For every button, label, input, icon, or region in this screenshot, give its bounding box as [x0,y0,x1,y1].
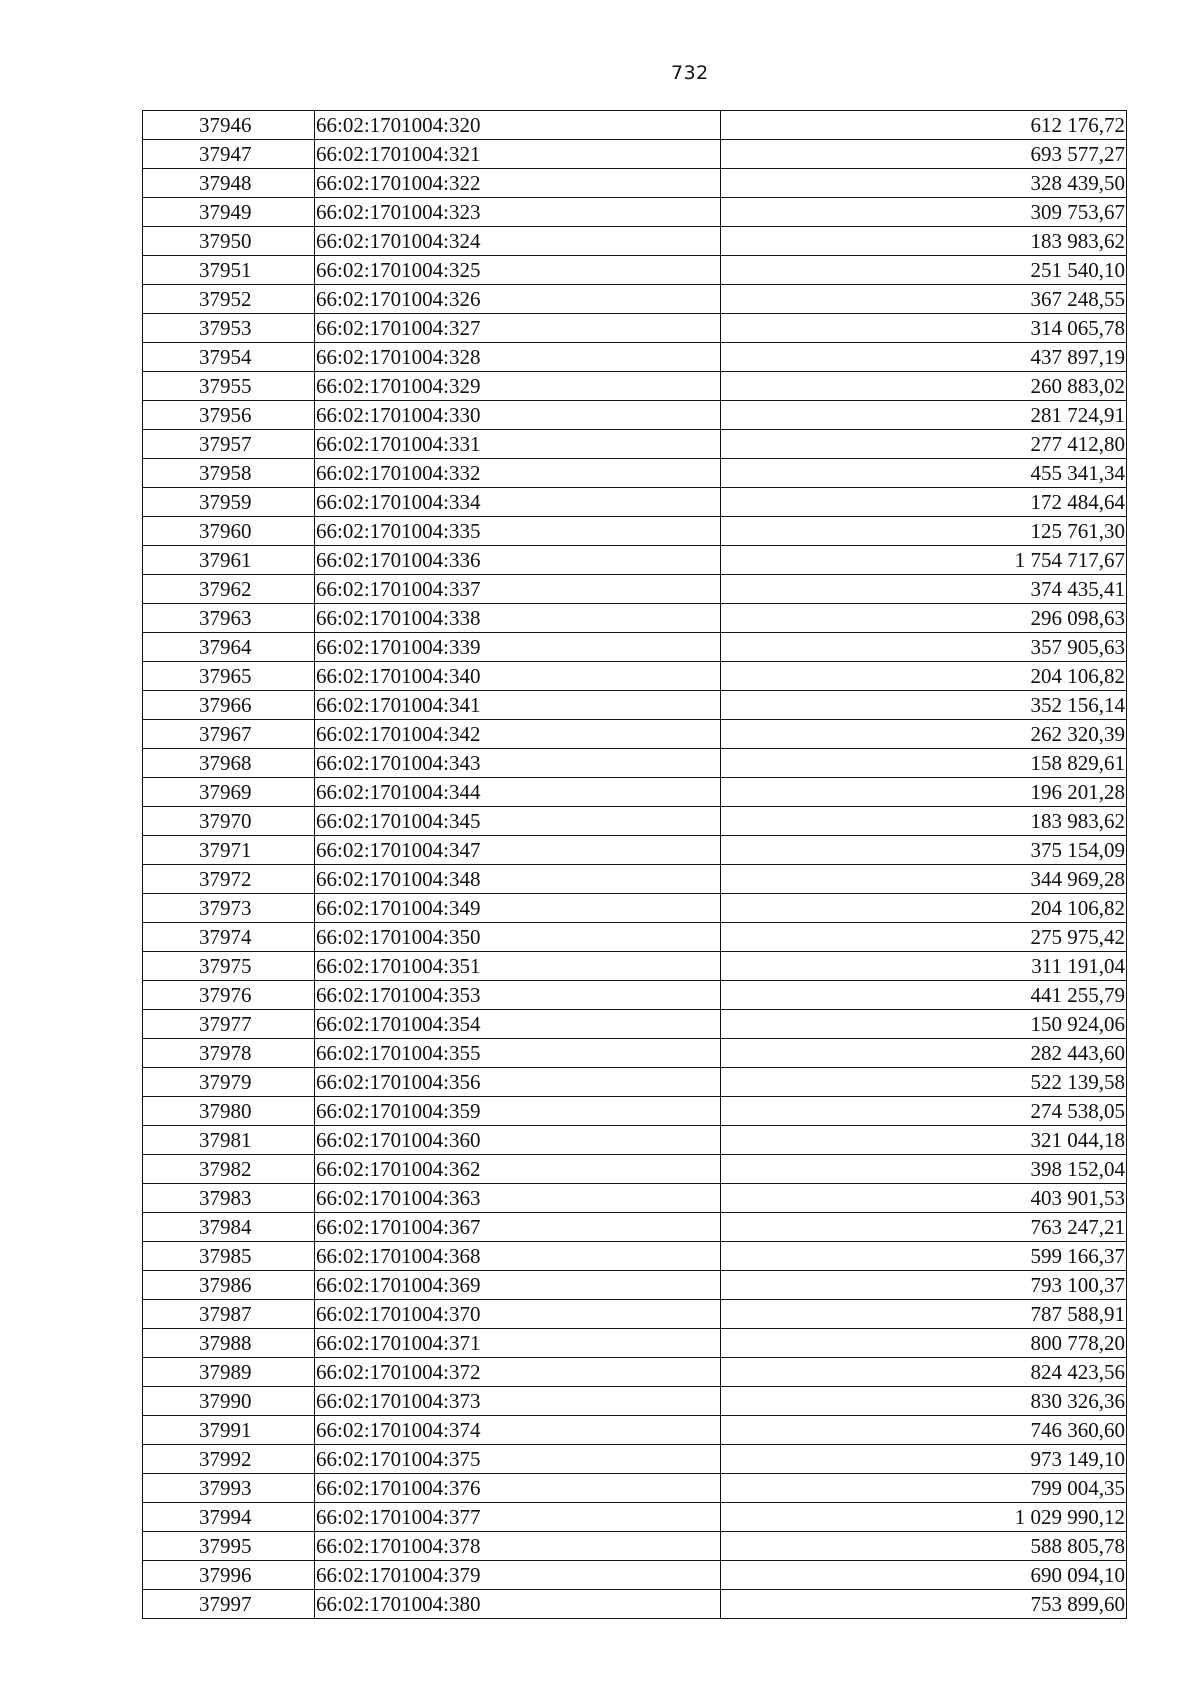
row-number-cell: 37983 [143,1184,315,1213]
row-number-cell: 37996 [143,1561,315,1590]
row-number-cell: 37950 [143,227,315,256]
cadastral-number-cell: 66:02:1701004:344 [315,778,721,807]
cadastral-number-cell: 66:02:1701004:340 [315,662,721,691]
cadastral-number-cell: 66:02:1701004:376 [315,1474,721,1503]
row-number-cell: 37992 [143,1445,315,1474]
cadastral-number-cell: 66:02:1701004:321 [315,140,721,169]
cadastral-number-cell: 66:02:1701004:351 [315,952,721,981]
table-row [143,1213,1127,1242]
table-row [143,1010,1127,1039]
cadastral-number-cell: 66:02:1701004:341 [315,691,721,720]
table-row [143,1503,1127,1532]
table-row [143,604,1127,633]
table-row [143,343,1127,372]
cadastral-value-cell: 183 983,62 [721,807,1127,836]
cadastral-number-cell: 66:02:1701004:375 [315,1445,721,1474]
cadastral-value-cell: 277 412,80 [721,430,1127,459]
cadastral-value-cell: 973 149,10 [721,1445,1127,1474]
cadastral-number-cell: 66:02:1701004:377 [315,1503,721,1532]
cadastral-number-cell: 66:02:1701004:342 [315,720,721,749]
table-row [143,981,1127,1010]
cadastral-value-cell: 793 100,37 [721,1271,1127,1300]
cadastral-number-cell: 66:02:1701004:337 [315,575,721,604]
cadastral-number-cell: 66:02:1701004:362 [315,1155,721,1184]
table-row [143,372,1127,401]
table-row [143,1358,1127,1387]
table-row [143,1097,1127,1126]
cadastral-number-cell: 66:02:1701004:363 [315,1184,721,1213]
cadastral-number-cell: 66:02:1701004:330 [315,401,721,430]
cadastral-value-cell: 824 423,56 [721,1358,1127,1387]
row-number-cell: 37995 [143,1532,315,1561]
cadastral-number-cell: 66:02:1701004:380 [315,1590,721,1619]
cadastral-number-cell: 66:02:1701004:334 [315,488,721,517]
row-number-cell: 37986 [143,1271,315,1300]
cadastral-number-cell: 66:02:1701004:360 [315,1126,721,1155]
cadastral-number-cell: 66:02:1701004:328 [315,343,721,372]
row-number-cell: 37957 [143,430,315,459]
cadastral-value-cell: 522 139,58 [721,1068,1127,1097]
cadastral-value-cell: 1 754 717,67 [721,546,1127,575]
row-number-cell: 37985 [143,1242,315,1271]
cadastral-value-cell: 753 899,60 [721,1590,1127,1619]
cadastral-number-cell: 66:02:1701004:331 [315,430,721,459]
table-row [143,1068,1127,1097]
cadastral-number-cell: 66:02:1701004:343 [315,749,721,778]
row-number-cell: 37987 [143,1300,315,1329]
cadastral-number-cell: 66:02:1701004:373 [315,1387,721,1416]
cadastral-number-cell: 66:02:1701004:335 [315,517,721,546]
cadastral-value-cell: 1 029 990,12 [721,1503,1127,1532]
cadastral-number-cell: 66:02:1701004:379 [315,1561,721,1590]
cadastral-number-cell: 66:02:1701004:348 [315,865,721,894]
row-number-cell: 37948 [143,169,315,198]
cadastral-number-cell: 66:02:1701004:371 [315,1329,721,1358]
cadastral-value-cell: 403 901,53 [721,1184,1127,1213]
table-row [143,1242,1127,1271]
cadastral-number-cell: 66:02:1701004:347 [315,836,721,865]
cadastral-number-cell: 66:02:1701004:374 [315,1416,721,1445]
cadastral-number-cell: 66:02:1701004:353 [315,981,721,1010]
row-number-cell: 37959 [143,488,315,517]
row-number-cell: 37952 [143,285,315,314]
row-number-cell: 37962 [143,575,315,604]
cadastral-number-cell: 66:02:1701004:372 [315,1358,721,1387]
table-row [143,778,1127,807]
cadastral-value-cell: 398 152,04 [721,1155,1127,1184]
row-number-cell: 37958 [143,459,315,488]
cadastral-number-cell: 66:02:1701004:323 [315,198,721,227]
row-number-cell: 37981 [143,1126,315,1155]
row-number-cell: 37949 [143,198,315,227]
cadastral-number-cell: 66:02:1701004:354 [315,1010,721,1039]
table-row [143,1561,1127,1590]
table-row [143,314,1127,343]
cadastral-value-cell: 357 905,63 [721,633,1127,662]
cadastral-value-cell: 374 435,41 [721,575,1127,604]
row-number-cell: 37965 [143,662,315,691]
cadastral-value-cell: 204 106,82 [721,662,1127,691]
table-row [143,720,1127,749]
cadastral-number-cell: 66:02:1701004:378 [315,1532,721,1561]
row-number-cell: 37982 [143,1155,315,1184]
cadastral-number-cell: 66:02:1701004:356 [315,1068,721,1097]
table-row [143,1271,1127,1300]
row-number-cell: 37964 [143,633,315,662]
row-number-cell: 37979 [143,1068,315,1097]
cadastral-number-cell: 66:02:1701004:367 [315,1213,721,1242]
cadastral-value-cell: 274 538,05 [721,1097,1127,1126]
cadastral-value-cell: 183 983,62 [721,227,1127,256]
cadastral-value-cell: 251 540,10 [721,256,1127,285]
table-row [143,546,1127,575]
cadastral-number-cell: 66:02:1701004:327 [315,314,721,343]
table-row [143,952,1127,981]
table-row [143,836,1127,865]
table-row [143,1532,1127,1561]
table-row [143,227,1127,256]
table-row [143,401,1127,430]
row-number-cell: 37991 [143,1416,315,1445]
row-number-cell: 37960 [143,517,315,546]
table-row [143,1300,1127,1329]
cadastral-value-cell: 150 924,06 [721,1010,1127,1039]
cadastral-value-cell: 260 883,02 [721,372,1127,401]
row-number-cell: 37971 [143,836,315,865]
row-number-cell: 37947 [143,140,315,169]
row-number-cell: 37963 [143,604,315,633]
row-number-cell: 37976 [143,981,315,1010]
row-number-cell: 37977 [143,1010,315,1039]
cadastral-value-cell: 296 098,63 [721,604,1127,633]
cadastral-value-cell: 690 094,10 [721,1561,1127,1590]
table-row [143,140,1127,169]
cadastral-number-cell: 66:02:1701004:324 [315,227,721,256]
cadastral-number-cell: 66:02:1701004:339 [315,633,721,662]
cadastral-value-cell: 455 341,34 [721,459,1127,488]
cadastral-value-cell: 321 044,18 [721,1126,1127,1155]
table-row [143,749,1127,778]
cadastral-value-cell: 344 969,28 [721,865,1127,894]
row-number-cell: 37974 [143,923,315,952]
row-number-cell: 37993 [143,1474,315,1503]
cadastral-value-cell: 763 247,21 [721,1213,1127,1242]
table-row [143,198,1127,227]
cadastral-number-cell: 66:02:1701004:355 [315,1039,721,1068]
table-row [143,1590,1127,1619]
cadastral-number-cell: 66:02:1701004:322 [315,169,721,198]
cadastral-value-cell: 314 065,78 [721,314,1127,343]
cadastral-number-cell: 66:02:1701004:369 [315,1271,721,1300]
table-row [143,894,1127,923]
table-row [143,923,1127,952]
row-number-cell: 37980 [143,1097,315,1126]
cadastral-number-cell: 66:02:1701004:325 [315,256,721,285]
table-row [143,430,1127,459]
cadastral-value-cell: 746 360,60 [721,1416,1127,1445]
cadastral-value-cell: 262 320,39 [721,720,1127,749]
row-number-cell: 37984 [143,1213,315,1242]
cadastral-value-cell: 375 154,09 [721,836,1127,865]
table-row [143,517,1127,546]
row-number-cell: 37968 [143,749,315,778]
cadastral-number-cell: 66:02:1701004:326 [315,285,721,314]
cadastral-value-cell: 787 588,91 [721,1300,1127,1329]
cadastral-number-cell: 66:02:1701004:349 [315,894,721,923]
row-number-cell: 37966 [143,691,315,720]
cadastral-value-cell: 311 191,04 [721,952,1127,981]
table-row [143,459,1127,488]
row-number-cell: 37961 [143,546,315,575]
row-number-cell: 37953 [143,314,315,343]
table-row [143,865,1127,894]
table-row [143,691,1127,720]
page-number: 732 [671,62,709,84]
table-row [143,1416,1127,1445]
cadastral-value-cell: 367 248,55 [721,285,1127,314]
table-row [143,807,1127,836]
cadastral-value-cell: 328 439,50 [721,169,1127,198]
cadastral-value-cell: 588 805,78 [721,1532,1127,1561]
cadastral-value-cell: 282 443,60 [721,1039,1127,1068]
row-number-cell: 37989 [143,1358,315,1387]
row-number-cell: 37990 [143,1387,315,1416]
table-row [143,575,1127,604]
table-row [143,1474,1127,1503]
table-row [143,1039,1127,1068]
cadastral-number-cell: 66:02:1701004:336 [315,546,721,575]
table-row [143,1445,1127,1474]
row-number-cell: 37967 [143,720,315,749]
table-row [143,1155,1127,1184]
cadastral-value-cell: 172 484,64 [721,488,1127,517]
cadastral-value-cell: 196 201,28 [721,778,1127,807]
cadastral-value-cell: 799 004,35 [721,1474,1127,1503]
row-number-cell: 37956 [143,401,315,430]
table-row [143,111,1127,140]
row-number-cell: 37994 [143,1503,315,1532]
row-number-cell: 37973 [143,894,315,923]
row-number-cell: 37988 [143,1329,315,1358]
cadastral-value-cell: 612 176,72 [721,111,1127,140]
row-number-cell: 37946 [143,111,315,140]
table-row [143,169,1127,198]
cadastral-value-cell: 158 829,61 [721,749,1127,778]
cadastral-value-cell: 125 761,30 [721,517,1127,546]
cadastral-value-cell: 281 724,91 [721,401,1127,430]
cadastral-value-cell: 800 778,20 [721,1329,1127,1358]
cadastral-value-cell: 441 255,79 [721,981,1127,1010]
row-number-cell: 37951 [143,256,315,285]
row-number-cell: 37978 [143,1039,315,1068]
cadastral-number-cell: 66:02:1701004:338 [315,604,721,633]
table-row [143,1126,1127,1155]
table-row [143,1387,1127,1416]
row-number-cell: 37972 [143,865,315,894]
cadastral-number-cell: 66:02:1701004:320 [315,111,721,140]
table-row [143,633,1127,662]
cadastral-number-cell: 66:02:1701004:332 [315,459,721,488]
cadastral-number-cell: 66:02:1701004:368 [315,1242,721,1271]
cadastral-value-cell: 275 975,42 [721,923,1127,952]
table-row [143,1329,1127,1358]
cadastral-value-cell: 599 166,37 [721,1242,1127,1271]
cadastral-value-cell: 437 897,19 [721,343,1127,372]
cadastral-value-cell: 309 753,67 [721,198,1127,227]
cadastral-value-table [142,110,1127,1619]
cadastral-value-cell: 830 326,36 [721,1387,1127,1416]
cadastral-value-cell: 352 156,14 [721,691,1127,720]
cadastral-value-cell: 204 106,82 [721,894,1127,923]
row-number-cell: 37997 [143,1590,315,1619]
row-number-cell: 37970 [143,807,315,836]
cadastral-number-cell: 66:02:1701004:370 [315,1300,721,1329]
row-number-cell: 37969 [143,778,315,807]
cadastral-value-cell: 693 577,27 [721,140,1127,169]
table-row [143,662,1127,691]
table-row [143,285,1127,314]
table-row [143,488,1127,517]
row-number-cell: 37975 [143,952,315,981]
cadastral-number-cell: 66:02:1701004:329 [315,372,721,401]
row-number-cell: 37955 [143,372,315,401]
cadastral-number-cell: 66:02:1701004:359 [315,1097,721,1126]
table-body [143,111,1127,1619]
cadastral-number-cell: 66:02:1701004:345 [315,807,721,836]
table-row [143,1184,1127,1213]
table-row [143,256,1127,285]
cadastral-number-cell: 66:02:1701004:350 [315,923,721,952]
row-number-cell: 37954 [143,343,315,372]
